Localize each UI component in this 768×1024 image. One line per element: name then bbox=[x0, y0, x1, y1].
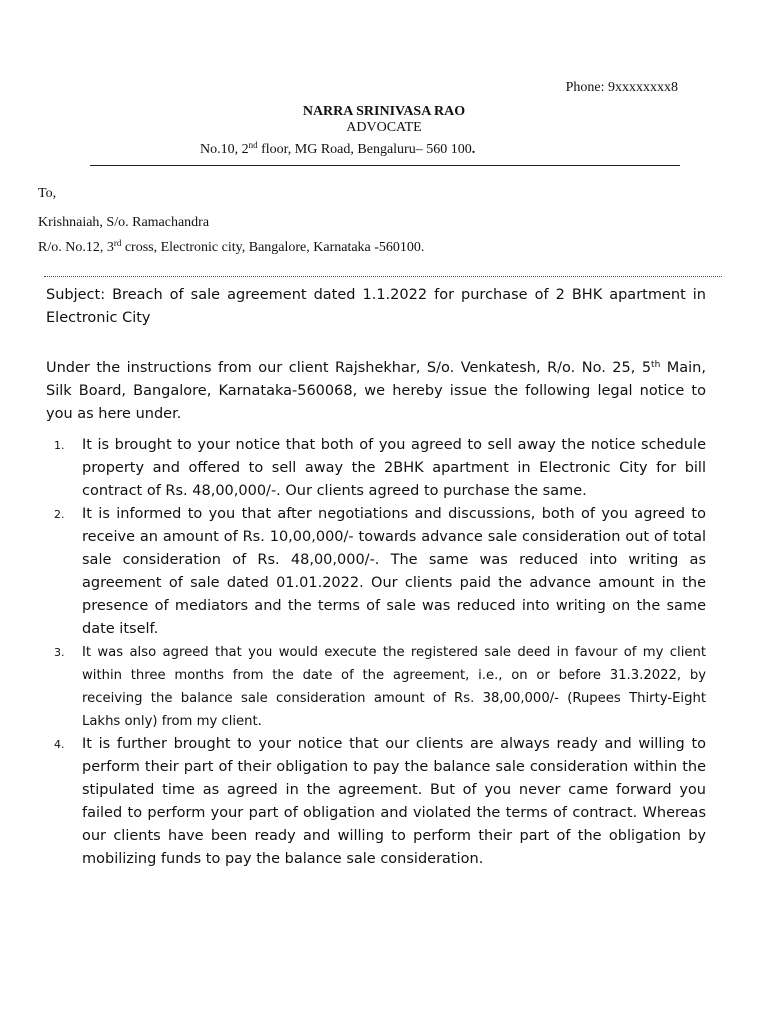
intro-part-1: Under the instructions from our client Rajshekhar, S/o. Venkatesh, R/o. No. 25, 5 bbox=[46, 360, 652, 376]
point-number: 1. bbox=[54, 439, 65, 452]
intro-paragraph bbox=[46, 357, 706, 426]
address-period: . bbox=[471, 142, 476, 157]
recipient-address bbox=[38, 240, 424, 256]
notice-point bbox=[46, 434, 706, 503]
intro-part-2: Main, Silk Board, Bangalore, Karnataka-560068, we hereby issue the following legal notice to you as here under. bbox=[46, 360, 706, 422]
to-label: To, bbox=[38, 186, 57, 201]
office-address bbox=[200, 142, 475, 158]
recipient-name: Krishnaiah, S/o. Ramachandra bbox=[38, 215, 210, 230]
notice-points bbox=[46, 434, 706, 871]
point-text: It is informed to you that after negotiations and discussions, both of you agreed to receive an amount of Rs. 10,00,000/- towards advance sale consideration out of total sale consideration of Rs. 48,00,000/-. The same was reduced into writing as agreement of sale dated 01.01.2022. Our clients paid the advance amount in the presence of mediators and the terms of sale was reduced into writing on the same date itself. bbox=[82, 506, 706, 637]
address-part-2: floor, MG Road, Bengaluru– 560 100 bbox=[257, 142, 472, 157]
point-text: It is further brought to your notice that our clients are always ready and willing to perform their part of their obligation to pay the balance sale consideration within the stipulated time as agreed in the agreement. But of you never came forward you failed to perform your part of obligation and violated the terms of contract. Whereas our clients have been ready and willing to perform their part of the obligation by mobilizing funds to pay the balance sale consideration. bbox=[82, 736, 706, 867]
advocate-title: ADVOCATE bbox=[346, 120, 422, 135]
point-text: It is brought to your notice that both of you agreed to sell away the notice schedule property and offered to sell away the 2BHK apartment in Electronic City for bill contract of Rs. 48,00,000/-. Our clients agreed to purchase the same. bbox=[82, 437, 706, 499]
recipient-address-superscript: rd bbox=[113, 238, 122, 248]
address-superscript: nd bbox=[248, 140, 258, 150]
dotted-separator bbox=[44, 276, 722, 277]
letterhead-rule bbox=[90, 165, 680, 166]
point-number: 2. bbox=[54, 508, 65, 521]
notice-point bbox=[46, 733, 706, 871]
phone-number: Phone: 9xxxxxxxx8 bbox=[565, 80, 678, 95]
advocate-name bbox=[0, 104, 768, 120]
notice-point bbox=[46, 503, 706, 641]
recipient-address-part-1: R/o. No.12, 3 bbox=[38, 240, 114, 255]
recipient-address-part-2: cross, Electronic city, Bangalore, Karnataka -560100. bbox=[121, 240, 425, 255]
advocate-name-text: NARRA SRINIVASA RAO bbox=[302, 104, 466, 119]
notice-point bbox=[46, 641, 706, 733]
point-number: 4. bbox=[54, 738, 65, 751]
point-text: It was also agreed that you would execute the registered sale deed in favour of my client within three months from the date of the agreement, i.e., on or before 31.3.2022, by receiving the balance sale consideration amount of Rs. 38,00,000/- (Rupees Thirty-Eight Lakhs only) from my client. bbox=[82, 645, 706, 729]
intro-superscript: th bbox=[651, 360, 661, 370]
point-number: 3. bbox=[54, 646, 65, 659]
address-part-1: No.10, 2 bbox=[200, 142, 249, 157]
subject-line: Subject: Breach of sale agreement dated 1.1.2022 for purchase of 2 BHK apartment in Electronic City bbox=[46, 287, 706, 326]
